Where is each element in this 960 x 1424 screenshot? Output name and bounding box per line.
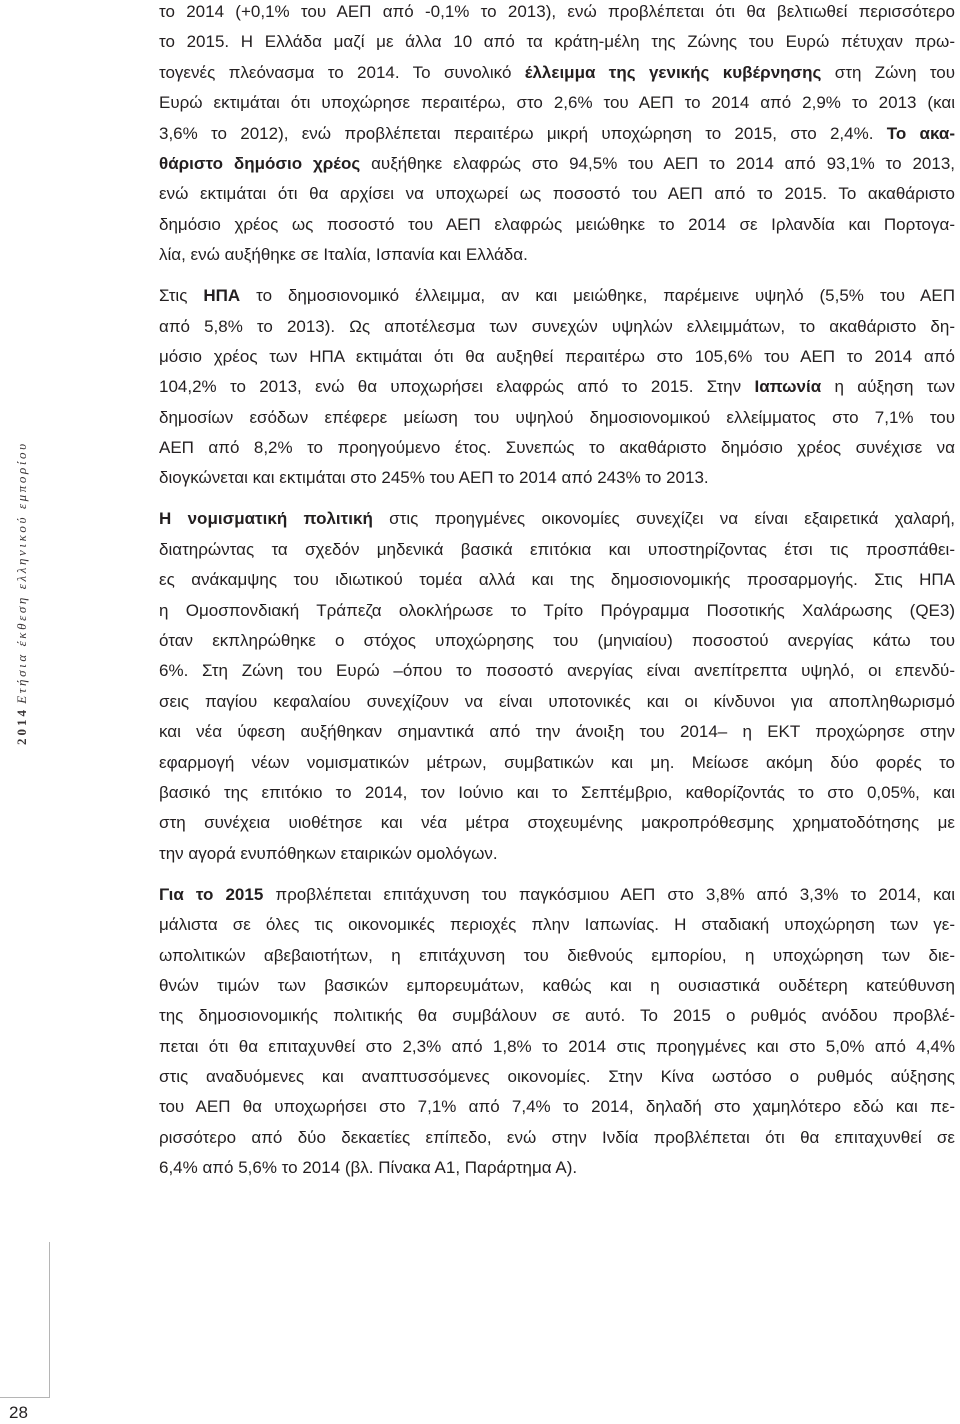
margin-rule-horizontal: [0, 1397, 50, 1398]
text-run: στη Ζώνη του: [821, 62, 956, 82]
text-run: μάλιστα σε όλες τις οικονομικές περιοχές πλην Ιαπωνίας. Η σταδιακή υποχώρηση των γε-: [159, 915, 955, 935]
text-line: [159, 342, 955, 372]
text-run: δημόσιο χρέος ως ποσοστό του ΑΕΠ ελαφρώς μειώθηκε το 2014 σε Ιρλανδία και Πορτογα-: [159, 214, 955, 234]
text-run: σεις παγίου κεφαλαίου συνεχίζουν να είναι υποτονικές και οι κίνδυνοι για αποπληθωρισμό: [159, 691, 955, 711]
text-run: εφαρμογή νέων νομισματικών μέτρων, συμβατικών και μη. Μείωσε ακόμη δύο φορές το: [159, 752, 955, 772]
text-line-content: [159, 286, 955, 305]
text-line-content: [159, 885, 955, 904]
text-line-content: [159, 570, 955, 589]
text-line-content: [159, 1158, 577, 1177]
text-line-content: [159, 509, 955, 528]
bold-text: έλλειμμα της γενικής κυβέρνησης: [524, 62, 822, 82]
text-line-content: [159, 1128, 955, 1147]
text-line: [159, 312, 955, 342]
text-run: στις προηγμένες οικονομίες συνεχίζει να είναι εξαιρετικά χαλαρή,: [372, 509, 955, 529]
text-line: [159, 880, 955, 910]
text-run: προβλέπεται επιτάχυνση του παγκόσμιου ΑΕΠ στο 3,8% από 3,3% το 2014, και: [263, 884, 956, 904]
body-text: [159, 0, 955, 1194]
text-line-content: [159, 347, 955, 366]
text-line-content: [159, 377, 955, 396]
text-line: [159, 1032, 955, 1062]
text-line-content: [159, 1067, 955, 1086]
text-line: [159, 240, 955, 270]
text-run: θνών τιμών των βασικών εμπορευμάτων, καθώς και η ουσιαστικά ουδέτερη κατεύθυνση: [159, 975, 955, 995]
text-line: [159, 433, 955, 463]
text-run: την αγορά ενυπόθηκων εταιρικών ομολόγων.: [159, 843, 498, 863]
text-line: [159, 971, 955, 1001]
text-line-content: [159, 2, 955, 21]
text-run: τογενές πλεόνασμα το 2014. Το συνολικό: [159, 62, 525, 82]
text-line: [159, 596, 955, 626]
text-line: [159, 58, 955, 88]
text-line-content: [159, 184, 955, 203]
margin-rule-vertical: [49, 1242, 50, 1398]
text-line-content: [159, 722, 955, 741]
text-line: [159, 88, 955, 118]
text-line-content: [159, 783, 955, 802]
text-line-content: [159, 753, 955, 772]
bold-text: Το ακα-: [886, 123, 955, 143]
text-run: 6%. Στη Ζώνη του Ευρώ –όπου το ποσοστό ανεργίας είναι ανεπίτρεπτα υψηλό, οι επενδύ-: [159, 661, 955, 681]
text-run: λία, ενώ αυξήθηκε σε Ιταλία, Ισπανία και Ελλάδα.: [159, 245, 528, 265]
text-run: στη συνέχεια υιοθέτησε και νέα μέτρα στοχευμένης μακροπρόθεσμης χρηματοδότησης με: [159, 813, 955, 833]
text-line: [159, 717, 955, 747]
text-run: ες ανάκαμψης του ιδιωτικού τομέα αλλά και της δημοσιονομικής προσαρμογής. Στις ΗΠΑ: [159, 570, 955, 590]
text-line-content: [159, 946, 955, 965]
text-run: το 2015. Η Ελλάδα μαζί με άλλα 10 από τα κράτη-μέλη της Ζώνης του Ευρώ πέτυχαν πρω-: [159, 32, 955, 52]
text-run: στις αναδυόμενες και αναπτυσσόμενες οικονομίες. Στην Κίνα ωστόσο ο ρυθμός αύξησης: [159, 1067, 955, 1087]
text-line: [159, 27, 955, 57]
bold-text: Η νομισματική πολιτική: [159, 509, 373, 529]
text-run: 6,4% από 5,6% το 2014 (βλ. Πίνακα Α1, Παράρτημα Α).: [159, 1158, 578, 1178]
text-line: [159, 1153, 955, 1183]
text-line: [159, 1062, 955, 1092]
report-title: Ετήσια έκθεση ελληνικού εμπορίου: [14, 441, 29, 704]
text-run: ωπολιτικών αβεβαιοτήτων, η επιτάχυνση του διεθνούς εμπορίου, η υποχώρηση των διε-: [159, 945, 955, 965]
bold-text: ΗΠΑ: [203, 286, 241, 306]
text-line: [159, 910, 955, 940]
text-line-content: [159, 1097, 955, 1116]
text-run: ΑΕΠ από 8,2% το προηγούμενο έτος. Συνεπώς το ακαθάριστο δημόσιο χρέος συνέχισε να: [159, 438, 955, 458]
text-run: Στις: [159, 286, 204, 306]
text-line-content: [159, 468, 709, 487]
text-run: του ΑΕΠ θα υποχωρήσει στο 7,1% από 7,4% το 2014, δηλαδή στο χαμηλότερο εδώ και πε-: [159, 1097, 955, 1117]
text-line-content: [159, 813, 955, 832]
text-line-content: [159, 692, 955, 711]
text-run: το δημοσιονομικό έλλειμμα, αν και μειώθηκε, παρέμεινε υψηλό (5,5% του ΑΕΠ: [240, 286, 956, 306]
text-run: αυξήθηκε ελαφρώς στο 94,5% του ΑΕΠ το 2014 από 93,1% το 2013,: [360, 153, 956, 173]
text-line: [159, 941, 955, 971]
bold-text: Για το 2015: [159, 884, 264, 904]
report-year: 2014: [14, 707, 29, 745]
text-line-content: [159, 245, 528, 264]
text-line: [159, 372, 955, 402]
text-run: μόσιο χρέος των ΗΠΑ εκτιμάται ότι θα αυξηθεί περαιτέρω στο 105,6% του ΑΕΠ το 2014 από: [159, 346, 955, 366]
text-line: [159, 149, 955, 179]
text-run: της δημοσιονομικής πολιτικής θα συμβάλουν σε αυτό. Το 2015 ο ρυθμός ανόδου προβλέ-: [159, 1006, 955, 1026]
text-line: [159, 748, 955, 778]
text-line-content: [159, 124, 955, 143]
text-line-content: [159, 661, 955, 680]
text-line: [159, 535, 955, 565]
text-line: [159, 1123, 955, 1153]
text-line: [159, 778, 955, 808]
text-run: δημοσίων εσόδων επέφερε μείωση του υψηλού δημοσιονομικού ελλείμματος στο 7,1% του: [159, 407, 955, 427]
text-line: [159, 626, 955, 656]
text-line-content: [159, 438, 955, 457]
text-line: [159, 281, 955, 311]
paragraph: [159, 281, 955, 494]
text-run: πεται ότι θα επιταχυνθεί στο 2,3% από 1,8% το 2014 στις προηγμένες και στο 5,0% από 4,4%: [159, 1036, 955, 1056]
text-line-content: [159, 408, 955, 427]
text-line: [159, 0, 955, 27]
paragraph: [159, 880, 955, 1184]
text-line: [159, 687, 955, 717]
report-title-vertical: [13, 441, 31, 745]
text-line: [159, 839, 955, 869]
text-line-content: [159, 63, 955, 82]
text-run: και νέα ύφεση αυξήθηκαν σημαντικά από την άνοιξη του 2014– η ΕΚΤ προχώρησε στην: [159, 722, 955, 742]
text-run: από 5,8% το 2013). Ως αποτέλεσμα των συνεχών υψηλών ελλειμμάτων, το ακαθάριστο δη-: [159, 316, 955, 336]
text-run: διατηρώντας τα σχεδόν μηδενικά βασικά επιτόκια και υποστηρίζοντας έτσι τις προσπάθει-: [159, 539, 955, 559]
text-line-content: [159, 976, 955, 995]
text-line: [159, 403, 955, 433]
text-run: 104,2% το 2013, ενώ θα υποχωρήσει ελαφρώς από το 2015. Στην: [159, 377, 755, 397]
text-line: [159, 808, 955, 838]
text-run: το 2014 (+0,1% του ΑΕΠ από -0,1% το 2013), ενώ προβλέπεται ότι θα βελτιωθεί περισσότερο: [159, 2, 955, 21]
text-line: [159, 1001, 955, 1031]
text-line-content: [159, 1037, 955, 1056]
text-line-content: [159, 317, 955, 336]
paragraph: [159, 504, 955, 869]
text-line-content: [159, 631, 955, 650]
text-run: η Ομοσπονδιακή Τράπεζα ολοκλήρωσε το Τρίτο Πρόγραμμα Ποσοτικής Χαλάρωσης (QE3): [159, 600, 955, 620]
text-run: διογκώνεται και εκτιμάται στο 245% του ΑΕΠ το 2014 από 243% το 2013.: [159, 468, 709, 488]
text-line-content: [159, 601, 955, 620]
text-line-content: [159, 915, 955, 934]
text-line-content: [159, 154, 955, 173]
text-line-content: [159, 93, 955, 112]
text-line: [159, 1092, 955, 1122]
paragraph: [159, 0, 955, 271]
text-line: [159, 504, 955, 534]
text-line-content: [159, 215, 955, 234]
text-line: [159, 119, 955, 149]
text-line: [159, 565, 955, 595]
text-line: [159, 179, 955, 209]
text-run: η αύξηση των: [821, 377, 955, 397]
text-run: Ευρώ εκτιμάται ότι υποχώρησε περαιτέρω, στο 2,6% του ΑΕΠ το 2014 από 2,9% το 2013 (και: [159, 93, 955, 113]
text-line-content: [159, 540, 955, 559]
bold-text: θάριστο δημόσιο χρέος: [159, 153, 361, 173]
text-run: βασικό της επιτόκιο το 2014, τον Ιούνιο και το Σεπτέμβριο, καθορίζοντάς το στο 0,05%, και: [159, 782, 955, 802]
text-run: ενώ εκτιμάται ότι θα αρχίσει να υποχωρεί ως ποσοστό του ΑΕΠ από το 2015. Το ακαθάριστο: [159, 184, 955, 204]
text-run: 3,6% το 2012), ενώ προβλέπεται περαιτέρω μικρή υποχώρηση το 2015, στο 2,4%.: [159, 123, 887, 143]
page-number: 28: [9, 1403, 28, 1422]
text-line-content: [159, 1006, 955, 1025]
text-line-content: [159, 32, 955, 51]
text-run: ρισσότερο από δύο δεκαετίες επίπεδο, ενώ στην Ινδία προβλέπεται ότι θα επιταχυνθεί σε: [159, 1127, 955, 1147]
text-run: όταν εκπληρώθηκε ο στόχος υποχώρησης του (μηνιαίου) ποσοστού ανεργίας κάτω του: [159, 631, 955, 650]
text-line: [159, 656, 955, 686]
text-line: [159, 210, 955, 240]
text-line: [159, 463, 955, 493]
bold-text: Ιαπωνία: [754, 377, 822, 397]
text-line-content: [159, 844, 498, 863]
